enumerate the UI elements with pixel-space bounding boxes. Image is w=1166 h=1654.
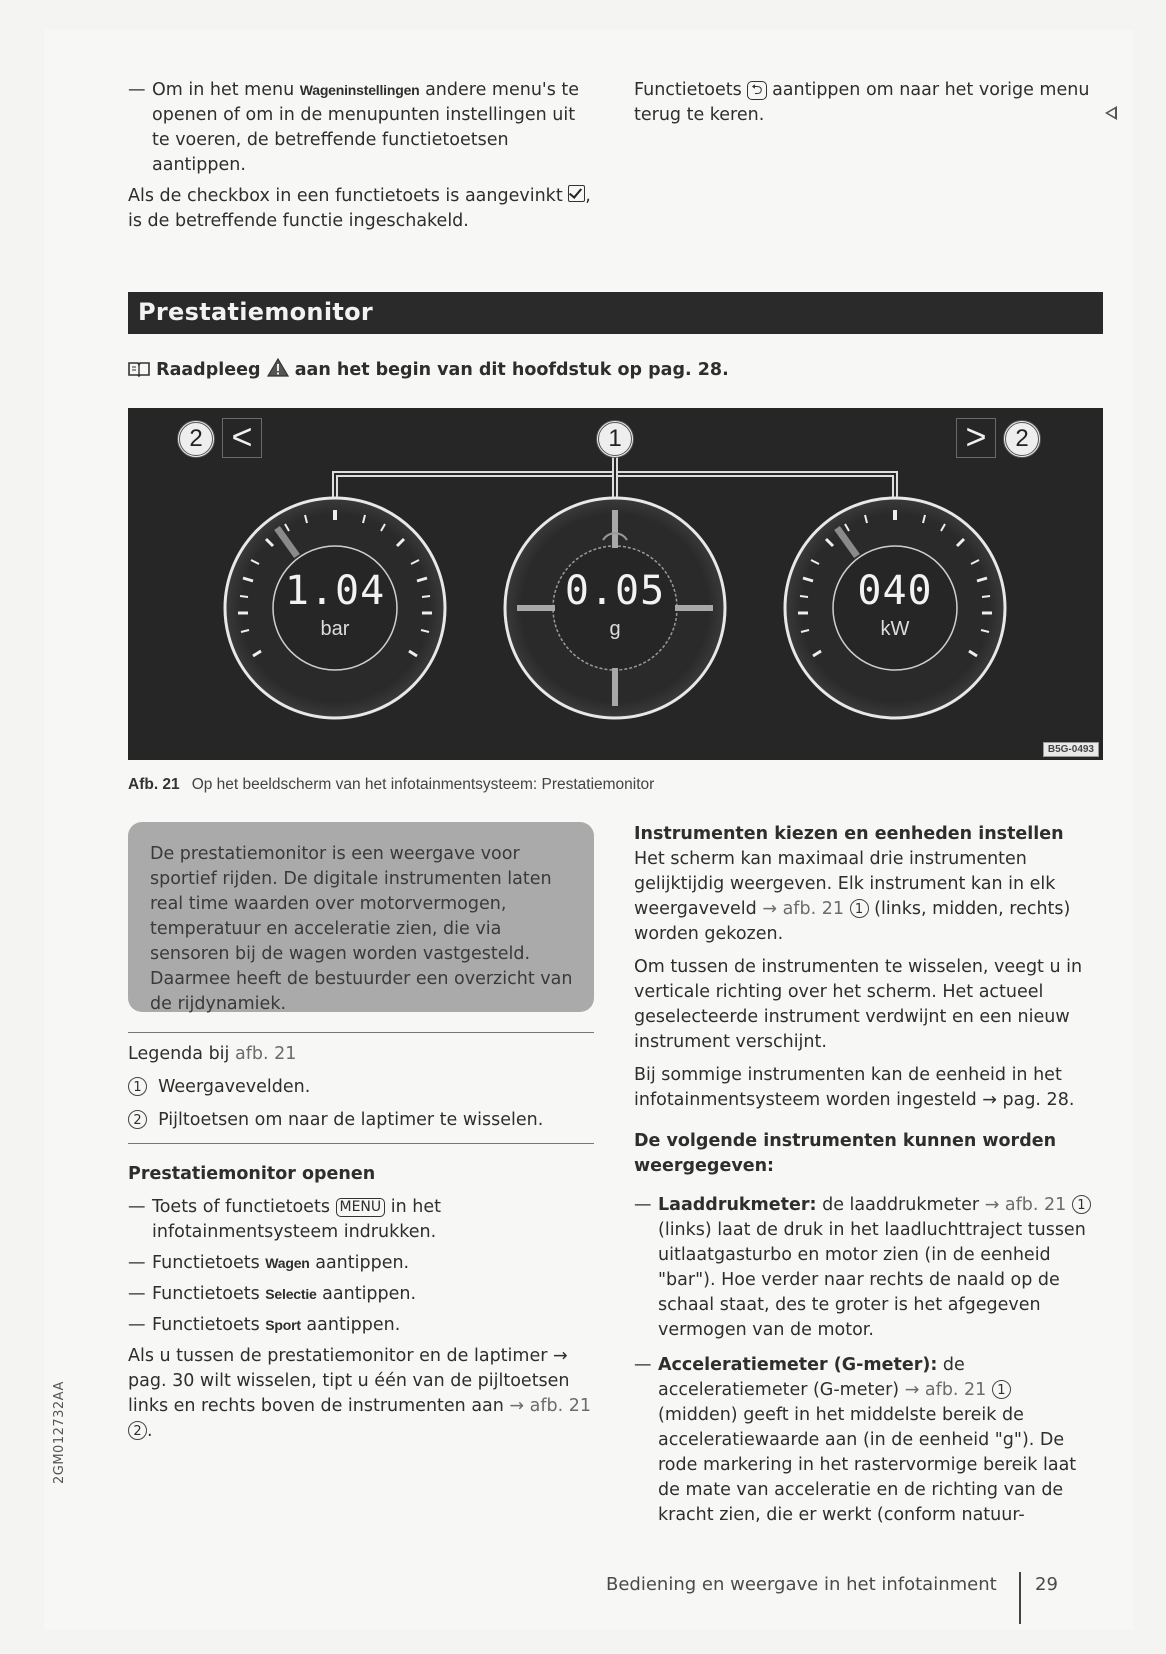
previous-arrow-button[interactable]: < bbox=[222, 418, 262, 458]
performance-monitor-figure bbox=[128, 408, 1103, 760]
checkbox-checked-icon bbox=[568, 185, 585, 202]
step-2: — Functietoets Wagen aantippen. bbox=[128, 1253, 410, 1273]
book-icon bbox=[128, 361, 150, 377]
power-readout bbox=[835, 568, 955, 658]
open-heading: Prestatiemonitor openen bbox=[128, 1164, 376, 1184]
figure-caption bbox=[128, 776, 654, 794]
callout-2-left: 2 bbox=[177, 420, 215, 458]
figure-link[interactable]: afb. 21 bbox=[234, 1044, 297, 1064]
document-code: 2GM012732AA bbox=[52, 1381, 67, 1484]
legend-title: Legenda bij afb. 21 bbox=[128, 1044, 297, 1064]
step-3: — Functietoets Selectie aantippen. bbox=[128, 1284, 417, 1304]
paragraph-3: Bij sommige instrumenten kan de eenheid in het infotainmentsysteem worden ingesteld → pag. 28. bbox=[634, 1065, 1075, 1110]
section-header bbox=[128, 292, 1103, 334]
switch-note: Als u tussen de prestatiemonitor en de laptimer → pag. 30 wilt wisselen, tipt u één van de pijltoetsen links en rechts boven de instrumenten aan → afb. 212 . bbox=[128, 1346, 592, 1441]
number-1-icon: 1 bbox=[992, 1380, 1011, 1399]
chapter-title: Bediening en weergave in het infotainment bbox=[606, 1574, 997, 1595]
menu-name: Wageninstellingen bbox=[299, 82, 420, 98]
legend-rule-bottom bbox=[128, 1143, 594, 1144]
back-arrow-key-icon: ⮌ bbox=[747, 81, 766, 100]
sport-key: Sport bbox=[265, 1317, 301, 1333]
menu-instruction-bullet: — Om in het menu Wageninstellingen andere menu's te openen of om in de menupunten instellingen uit te voeren, de betreffende functietoetsen aantippen. bbox=[128, 80, 580, 175]
safety-reference: Raadpleeg aan het begin van dit hoofdstuk op pag. 28. bbox=[128, 358, 828, 383]
number-1-icon: 1 bbox=[1072, 1195, 1091, 1214]
callout-1-fields: 1 bbox=[596, 420, 634, 458]
g-meter-value: 0.05 bbox=[564, 568, 666, 614]
boost-value: 1.04 bbox=[284, 568, 386, 614]
next-arrow-button[interactable]: > bbox=[956, 418, 996, 458]
boost-readout bbox=[275, 568, 395, 658]
instrument-item-boost: — Laaddrukmeter: de laaddrukmeter → afb. 21 1 (links) laat de druk in het laadluchttraject tussen uitlaatgasturbo en motor zien (in de eenheid "bar"). Hoe verder naar rechts de naald op de schaal staat, des te groter is het afgegeven vermogen van de motor. bbox=[634, 1193, 1094, 1343]
instrument-item-gmeter: — Acceleratiemeter (G-meter): de acceleratiemeter (G-meter) → afb. 21 1 (midden) geeft in het middelste bereik de acceleratiewaarde aan (in de eenheid "g"). De rode markering in het rastervormige bereik laat de mate van acceleratie en de richting van de kracht zien, die er werkt (conform natuur- bbox=[634, 1355, 1077, 1525]
figure-link[interactable]: → afb. 21 bbox=[509, 1396, 592, 1416]
section-end-triangle-icon bbox=[1105, 106, 1117, 120]
paragraph-2: Om tussen de instrumenten te wisselen, veegt u in verticale richting over het scherm. Het actueel geselecteerde instrument verdwijnt en een nieuw instrument verschijnt. bbox=[634, 957, 1083, 1052]
figure-code: B5G-0493 bbox=[1043, 742, 1099, 757]
selectie-key: Selectie bbox=[265, 1286, 317, 1302]
figure-link[interactable]: → afb. 21 bbox=[762, 899, 844, 919]
heading-instruments: Instrumenten kiezen en eenheden instellen bbox=[634, 824, 1064, 844]
step-4: — Functietoets Sport aantippen. bbox=[128, 1315, 401, 1335]
caption-label: Afb. 21 bbox=[128, 776, 180, 793]
legend bbox=[128, 1042, 598, 1141]
figure-link[interactable]: → afb. 21 bbox=[984, 1195, 1067, 1215]
caption-text: Op het beeldscherm van het infotainmentsysteem: Prestatiemonitor bbox=[191, 776, 655, 793]
callout-2-right: 2 bbox=[1003, 420, 1041, 458]
power-value: 040 bbox=[857, 568, 933, 614]
intro-box bbox=[128, 822, 594, 1012]
figure-link[interactable]: → afb. 21 bbox=[904, 1380, 987, 1400]
boost-unit: bar bbox=[320, 618, 350, 640]
legend-rule-top bbox=[128, 1032, 594, 1033]
g-meter-readout bbox=[555, 568, 675, 658]
power-unit: kW bbox=[880, 618, 910, 640]
g-meter-unit: g bbox=[609, 618, 621, 640]
top-left-text bbox=[128, 78, 598, 242]
section-title: Prestatiemonitor bbox=[138, 298, 374, 326]
page-number: 29 bbox=[1035, 1574, 1058, 1595]
page-28-link[interactable]: → pag. 28 bbox=[982, 1090, 1069, 1110]
legend-item-1: 1 Weergavevelden. bbox=[128, 1075, 598, 1100]
footer-divider bbox=[1019, 1572, 1021, 1624]
heading-available-instruments: De volgende instrumenten kunnen worden weergegeven: bbox=[634, 1131, 1057, 1176]
number-1-icon: 1 bbox=[128, 1077, 147, 1096]
menu-key: MENU bbox=[336, 1198, 386, 1217]
number-1-icon: 1 bbox=[850, 899, 869, 918]
page-30-link[interactable]: → pag. 30 bbox=[128, 1346, 568, 1391]
warning-triangle-icon bbox=[267, 358, 289, 377]
checkbox-note: Als de checkbox in een functietoets is aangevinkt , is de betreffende functie ingeschakeld. bbox=[128, 186, 591, 231]
right-column bbox=[634, 822, 1094, 1534]
number-2-icon: 2 bbox=[128, 1110, 147, 1129]
top-right-text: Functietoets ⮌ aantippen om naar het vorige menu terug te keren. bbox=[634, 80, 1090, 125]
number-2-icon: 2 bbox=[128, 1421, 147, 1440]
paragraph-1: Het scherm kan maximaal drie instrumenten gelijktijdig weergeven. Elk instrument kan in elk weergaveveld → afb. 21 1 (links, midden, rechts) worden gekozen. bbox=[634, 849, 1071, 944]
intro-text: De prestatiemonitor is een weergave voor sportief rijden. De digitale instrumenten laten real time waarden over motorvermogen, temperatuur en acceleratie zien, die via sensoren bij de wagen worden vastgesteld. Daarmee heeft de bestuurder een overzicht van de rijdynamiek. bbox=[150, 844, 573, 1014]
open-section bbox=[128, 1162, 598, 1452]
step-1: — Toets of functietoets MENU in het infotainmentsysteem indrukken. bbox=[128, 1197, 441, 1242]
legend-item-2: 2 Pijltoetsen om naar de laptimer te wisselen. bbox=[128, 1108, 598, 1133]
dash-bullet: — bbox=[128, 80, 146, 100]
wagen-key: Wagen bbox=[265, 1255, 310, 1271]
